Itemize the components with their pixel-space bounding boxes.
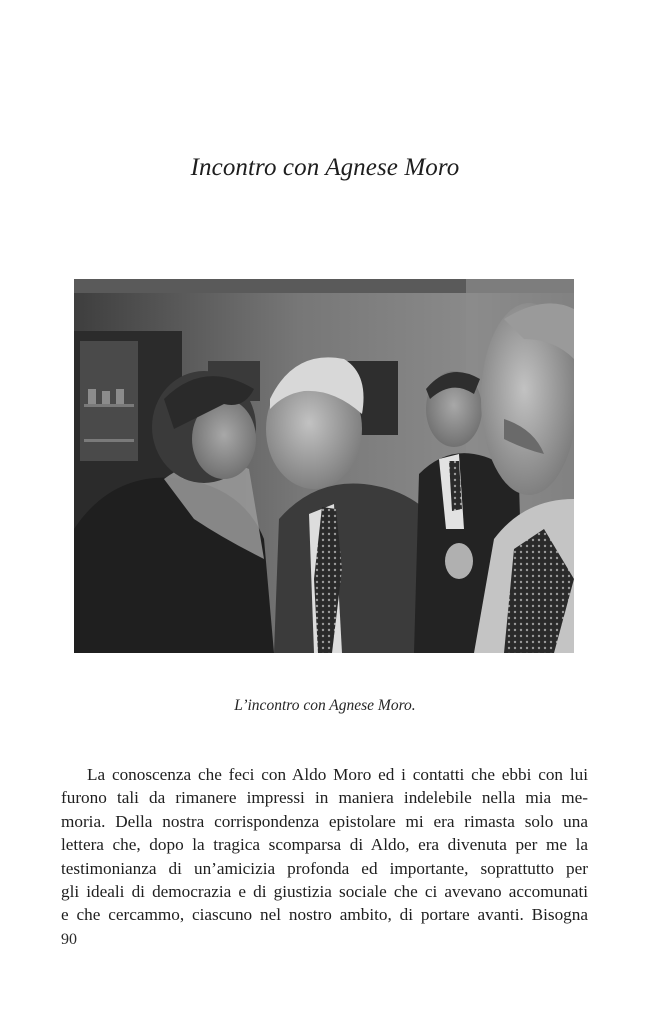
body-line: furono tali da rimanere impressi in maniera indelebile nella mia me-	[61, 788, 588, 808]
body-line: lettera che, dopo la tragica scomparsa di Aldo, era divenuta per me la	[61, 835, 588, 855]
photograph-scene	[74, 279, 574, 653]
hand	[445, 543, 473, 579]
page-number: 90	[61, 931, 77, 948]
body-line: testimonianza di un’amicizia profonda ed importante, soprattutto per	[61, 858, 588, 878]
body-line: gli ideali di democrazia e di giustizia sociale che ci avevano accomunati	[61, 881, 588, 901]
chapter-title: Incontro con Agnese Moro	[190, 154, 460, 181]
body-paragraph	[61, 763, 588, 927]
photograph	[74, 279, 574, 653]
body-line: moria. Della nostra corrispondenza epistolare mi era rimasta solo una	[61, 811, 588, 831]
figure-caption: L’incontro con Agnese Moro.	[234, 697, 416, 714]
body-line: e che cercammo, ciascuno nel nostro ambito, di portare avanti. Bisogna	[61, 905, 588, 925]
body-line: La conoscenza che feci con Aldo Moro ed i contatti che ebbi con lui	[87, 765, 588, 784]
